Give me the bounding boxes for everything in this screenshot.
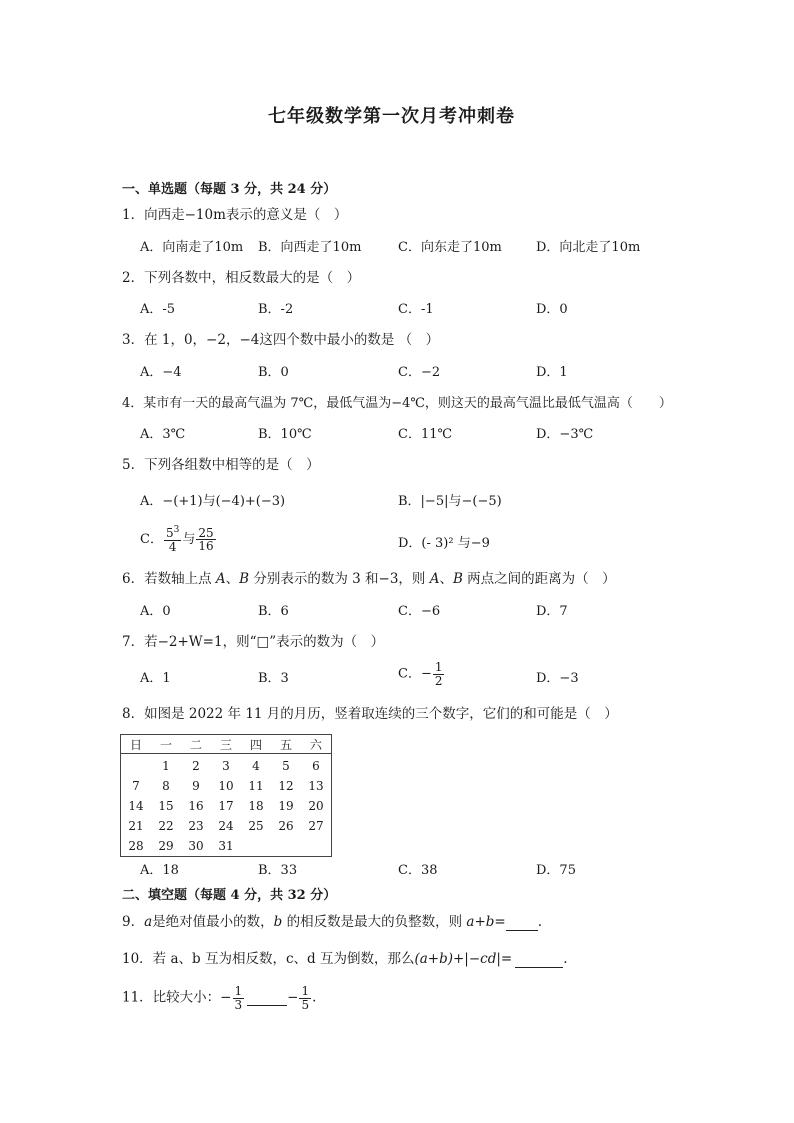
question-5-option-a: A．−(+1)与(−4)+(−3) [140, 494, 286, 509]
question-2-option-b: B．-2 [258, 302, 294, 317]
calendar-day-cell [301, 836, 332, 857]
calendar-week-row [121, 816, 332, 836]
calendar-week-row [121, 836, 332, 857]
fraction-25-over-16: $\frac{25}{16}$ [198, 525, 214, 554]
question-4-option-a: A．3℃ [140, 427, 186, 442]
section-single-choice-title: 一、单选题（每题 3 分，共 24 分） [122, 182, 337, 197]
question-2-option-a: A．-5 [140, 302, 176, 317]
question-7-option-a: A．1 [140, 671, 171, 686]
calendar-header-row [121, 735, 332, 754]
question-4-option-d: D．−3℃ [536, 427, 594, 442]
calendar-weekday-header: 六 [301, 735, 332, 754]
question-8-option-a: A．18 [140, 863, 179, 878]
calendar-day-cell: 26 [278, 819, 294, 833]
calendar-day-cell: 22 [158, 819, 174, 833]
question-4-option-b: B．10℃ [258, 427, 312, 442]
calendar-weekday-header: 五 [271, 735, 301, 754]
calendar-weekday-header: 一 [151, 735, 181, 754]
question-5-option-b: B．|−5|与−(−5) [398, 494, 502, 509]
calendar-day-cell: 11 [248, 779, 264, 793]
question-3-option-c: C．−2 [398, 365, 441, 380]
question-2-option-d: D．0 [536, 302, 568, 317]
fraction-5-cubed-over-4: $\frac{5^3}{4}$ [165, 525, 180, 554]
question-5-stem: 5．下列各组数中相等的是（ ） [122, 457, 320, 473]
question-11-stem: 11．比较大小：− $\frac{1}{3}$ − $\frac{1}{5}$ . [122, 984, 317, 1012]
question-1-option-a: A．向南走了10m [140, 240, 244, 255]
question-1-stem: 1．向西走−10m表示的意义是（ ） [122, 207, 348, 223]
calendar-day-cell: 27 [308, 819, 324, 833]
fraction-1-over-3: $\frac{1}{3}$ [234, 984, 243, 1012]
calendar-day-cell: 4 [252, 759, 260, 773]
answer-blank[interactable] [506, 916, 538, 931]
question-6-option-c: C．−6 [398, 604, 441, 619]
calendar-day-cell: 24 [218, 819, 234, 833]
calendar-day-cell: 28 [128, 839, 144, 853]
question-4-stem: 4．某市有一天的最高气温为 7℃，最低气温为−4℃，则这天的最高气温比最低气温高（ ） [122, 396, 672, 411]
calendar-day-cell: 21 [128, 819, 144, 833]
calendar-day-cell: 2 [192, 759, 200, 773]
question-8-option-b: B．33 [258, 863, 298, 878]
calendar-day-cell: 17 [218, 799, 234, 813]
question-4-option-c: C．11℃ [398, 427, 453, 442]
question-7-option-c: C．− $\frac{1}{2}$ [398, 660, 443, 688]
answer-blank[interactable] [515, 953, 563, 968]
calendar-day-cell [241, 836, 271, 857]
question-3-option-d: D．1 [536, 365, 568, 380]
question-8-stem: 8．如图是 2022 年 11 月的月历，竖着取连续的三个数字，它们的和可能是（ ） [122, 706, 618, 722]
question-3-stem: 3．在 1，0，−2，−4这四个数中最小的数是 （ ） [122, 332, 440, 348]
calendar-day-cell: 31 [218, 839, 234, 853]
answer-blank[interactable] [247, 992, 287, 1007]
question-1-option-b: B．向西走了10m [258, 240, 362, 255]
question-7-stem: 7．若−2+W=1，则“□”表示的数为（ ） [122, 634, 385, 650]
question-7-option-b: B．3 [258, 671, 289, 686]
question-7-option-d: D．−3 [536, 671, 579, 686]
calendar-day-cell [271, 836, 301, 857]
question-8-option-c: C．38 [398, 863, 438, 878]
question-1-option-d: D．向北走了10m [536, 240, 641, 255]
calendar-day-cell: 14 [128, 799, 144, 813]
calendar-day-cell: 18 [248, 799, 264, 813]
calendar-week-row [121, 754, 332, 777]
calendar-day-cell: 5 [282, 759, 290, 773]
calendar-day-cell: 29 [158, 839, 174, 853]
calendar-day-cell: 16 [188, 799, 204, 813]
question-5-option-d: D．(- 3)² 与−9 [398, 536, 490, 551]
calendar-day-cell: 9 [192, 779, 200, 793]
question-6-option-b: B．6 [258, 604, 289, 619]
question-1-option-c: C．向东走了10m [398, 240, 502, 255]
question-6-stem: 6．若数轴上点 A、B 分别表示的数为 3 和−3，则 A、B 两点之间的距离为（ ） [122, 571, 616, 587]
calendar-day-cell: 8 [162, 779, 170, 793]
calendar-week-row [121, 776, 332, 796]
calendar-weekday-header: 四 [241, 735, 271, 754]
calendar-day-cell: 12 [278, 779, 294, 793]
question-8-option-d: D．75 [536, 863, 576, 878]
question-6-option-a: A．0 [140, 604, 171, 619]
calendar-day-cell: 23 [188, 819, 204, 833]
calendar-body [121, 754, 332, 857]
calendar-day-cell [121, 754, 152, 777]
calendar-day-cell: 15 [158, 799, 174, 813]
calendar-day-cell: 1 [162, 759, 170, 773]
calendar-day-cell: 19 [278, 799, 294, 813]
calendar-day-cell: 20 [308, 799, 324, 813]
calendar-weekday-header: 日 [121, 735, 152, 754]
question-6-option-d: D．7 [536, 604, 568, 619]
calendar-week-row [121, 796, 332, 816]
calendar-day-cell: 6 [312, 759, 320, 773]
question-2-stem: 2．下列各数中，相反数最大的是（ ） [122, 270, 361, 286]
question-3-option-b: B．0 [258, 365, 289, 380]
question-3-option-a: A．−4 [140, 365, 182, 380]
fraction-1-over-2: $\frac{1}{2}$ [434, 660, 443, 688]
page-title: 七年级数学第一次月考冲刺卷 [268, 106, 515, 127]
calendar-weekday-header: 二 [181, 735, 211, 754]
section-fill-blank-title: 二、填空题（每题 4 分，共 32 分） [122, 888, 337, 903]
calendar-day-cell: 13 [308, 779, 324, 793]
calendar-weekday-header: 三 [211, 735, 241, 754]
calendar-day-cell: 3 [222, 759, 230, 773]
calendar-day-cell: 30 [188, 839, 204, 853]
calendar-day-cell: 7 [132, 779, 140, 793]
question-9-stem: 9．a是绝对值最小的数，b 的相反数是最大的负整数，则 a+b= . [122, 914, 543, 930]
question-5-option-c: C． $\frac{5^3}{4}$ 与 $\frac{25}{16}$ [140, 525, 214, 554]
calendar-day-cell: 10 [218, 779, 234, 793]
option-c-label: C． [140, 532, 163, 548]
question-10-stem: 10．若 a、b 互为相反数，c、d 互为倒数，那么(a+b)+|−cd|= . [122, 951, 568, 967]
question-2-option-c: C．-1 [398, 302, 434, 317]
fraction-1-over-5: $\frac{1}{5}$ [301, 984, 310, 1012]
calendar-day-cell: 25 [248, 819, 264, 833]
calendar-table [120, 734, 332, 857]
